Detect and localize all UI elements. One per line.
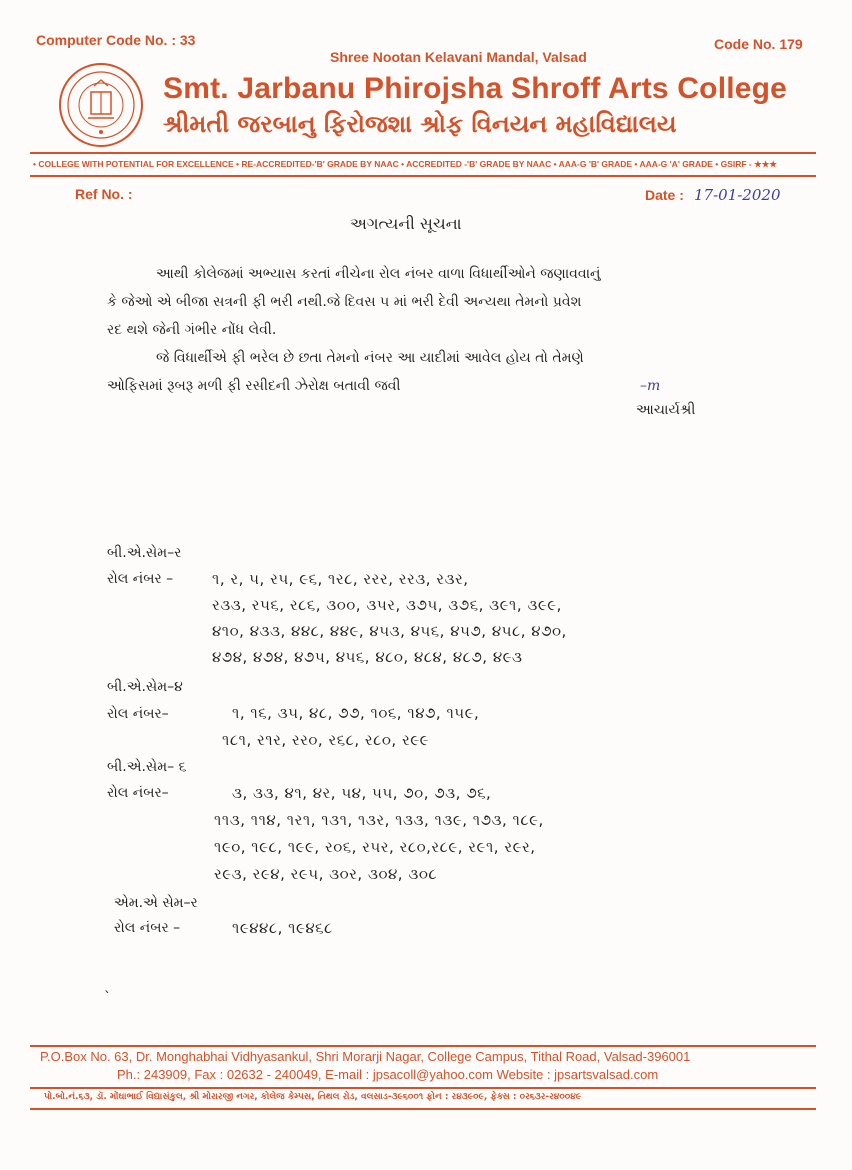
- header-rule-bottom: [30, 175, 816, 177]
- notice-line: કે જેઓ એ બીજા સત્રની ફી ભરી નથી.જે દિવસ ૫ માં ભરી દેવી અન્યથા તેમનો પ્રવેશ: [107, 294, 582, 310]
- college-name-gujarati: શ્રીમતી જરબાનુ ફિરોજશા શ્રોફ વિનયન મહાવિદ્યાલય: [163, 110, 677, 138]
- footer-contact: Ph.: 243909, Fax : 02632 - 240049, E-mail : jpsacoll@yahoo.com Website : jpsartsvalsad.com: [117, 1067, 659, 1082]
- roll-number-line: ૪૧૦, ૪૩૩, ૪૪૮, ૪૪૯, ૪૫૩, ૪૫૬, ૪૫૭, ૪૫૮, ૪૭૦,: [212, 622, 567, 640]
- roll-number-label: રોલ નંબર –: [114, 920, 181, 936]
- footer-rule-top: [30, 1045, 816, 1047]
- footer-address-gujarati: પો.બો.નં.૬૩, ડૉ. મોંઘાભાઈ વિદ્યાસંકુલ, શ્રી મોરારજી નગર, કોલેજ કેમ્પસ, તિથલ રોડ, વલસાડ-૩૯૬૦૦૧ ફોન : ર૪૩૯૦૯, ફેક્સ : ૦ર૬૩ર-ર૪૦૦૪૯: [44, 1092, 582, 1102]
- roll-number-line: ૧૮૧, ર૧ર, રર૦, ર૬૮, ર૮૦, ર૯૯: [222, 731, 429, 749]
- section-heading: બી.એ.સેમ–૪: [107, 679, 183, 695]
- notice-line: ઓફિસમાં રૂબરૂ મળી ફી રસીદની ઝેરોક્ષ બતાવી જવી: [107, 378, 401, 394]
- college-name-english: Smt. Jarbanu Phirojsha Shroff Arts College: [163, 72, 788, 105]
- header-rule-top: [30, 152, 816, 154]
- roll-number-line: ૧૯૪૪૮, ૧૯૪૬૮: [232, 919, 333, 937]
- roll-number-line: ૪૭૪, ૪૭૪, ૪૭૫, ૪૫૬, ૪૮૦, ૪૮૪, ૪૮૭, ૪૯૩: [212, 648, 523, 666]
- footer-address: P.O.Box No. 63, Dr. Monghabhai Vidhyasankul, Shri Morarji Nagar, College Campus, Tithal Road, Valsad-396001: [40, 1049, 691, 1064]
- notice-title: અગત્યની સૂચના: [350, 214, 462, 233]
- roll-number-line: ૧, ર, ૫, ર૫, ૯૬, ૧ર૮, રરર, રર૩, ર૩ર,: [212, 570, 469, 588]
- roll-number-line: ૩, ૩૩, ૪૧, ૪ર, ૫૪, ૫૫, ૭૦, ૭૩, ૭૬,: [232, 784, 492, 802]
- principal-title: આચાર્યશ્રી: [636, 402, 696, 418]
- notice-line: જે વિધાર્થીએ ફી ભરેલ છે છતા તેમનો નંબર આ યાદીમાં આવેલ હોય તો તેમણે: [156, 350, 584, 366]
- roll-number-line: ૧૯૦, ૧૯૮, ૧૯૯, ર૦૬, ર૫ર, ર૮૦,ર૮૯, ર૯૧, ર૯ર,: [214, 838, 536, 856]
- notice-line: રદ થશે જેની ગંભીર નોંધ લેવી.: [107, 322, 277, 338]
- roll-number-line: ૧, ૧૬, ૩૫, ૪૮, ૭૭, ૧૦૬, ૧૪૭, ૧૫૯,: [232, 704, 480, 722]
- notice-line: આથી કોલેજમાં અભ્યાસ કરતાં નીચેના રોલ નંબર વાળા વિધાર્થીઓને જણાવવાનું: [156, 266, 601, 282]
- stray-mark: `: [104, 990, 111, 1006]
- roll-number-line: ૧૧૩, ૧૧૪, ૧ર૧, ૧૩૧, ૧૩ર, ૧૩૩, ૧૩૯, ૧૭૩, ૧૮૯,: [214, 811, 544, 829]
- college-emblem-icon: [58, 62, 144, 148]
- footer-rule-bottom: [30, 1108, 816, 1110]
- computer-code: Computer Code No. : 33: [36, 32, 196, 48]
- date-value: 17-01-2020: [694, 186, 781, 204]
- sponsor-name: Shree Nootan Kelavani Mandal, Valsad: [330, 49, 587, 65]
- code-number: Code No. 179: [714, 36, 803, 52]
- roll-number-line: ર૩૩, ર૫૬, ર૮૬, ૩૦૦, ૩૫ર, ૩૭૫, ૩૭૬, ૩૯૧, ૩૯૯,: [212, 596, 562, 614]
- date-label: Date :: [645, 187, 684, 203]
- roll-number-label: રોલ નંબર–: [107, 785, 169, 801]
- section-heading: બી.એ.સેમ– ૬: [107, 759, 187, 775]
- accreditation-line: • COLLEGE WITH POTENTIAL FOR EXCELLENCE • RE-ACCREDITED-'B' GRADE BY NAAC • ACCREDITED -'B' GRADE BY NAAC • AAA-G 'B' GRADE • AAA-G 'A' GRADE • GSIRF - ★★★: [33, 159, 777, 169]
- roll-number-label: રોલ નંબર–: [107, 706, 169, 722]
- roll-number-line: ર૯૩, ર૯૪, ર૯૫, ૩૦ર, ૩૦૪, ૩૦૮: [214, 865, 438, 883]
- section-heading: બી.એ.સેમ–ર: [107, 545, 182, 561]
- roll-number-label: રોલ નંબર –: [107, 571, 174, 587]
- section-heading: એમ.એ સેમ–ર: [114, 895, 198, 911]
- ref-label: Ref No. :: [75, 186, 133, 202]
- footer-rule-middle: [30, 1087, 816, 1089]
- signature: –m: [640, 378, 661, 394]
